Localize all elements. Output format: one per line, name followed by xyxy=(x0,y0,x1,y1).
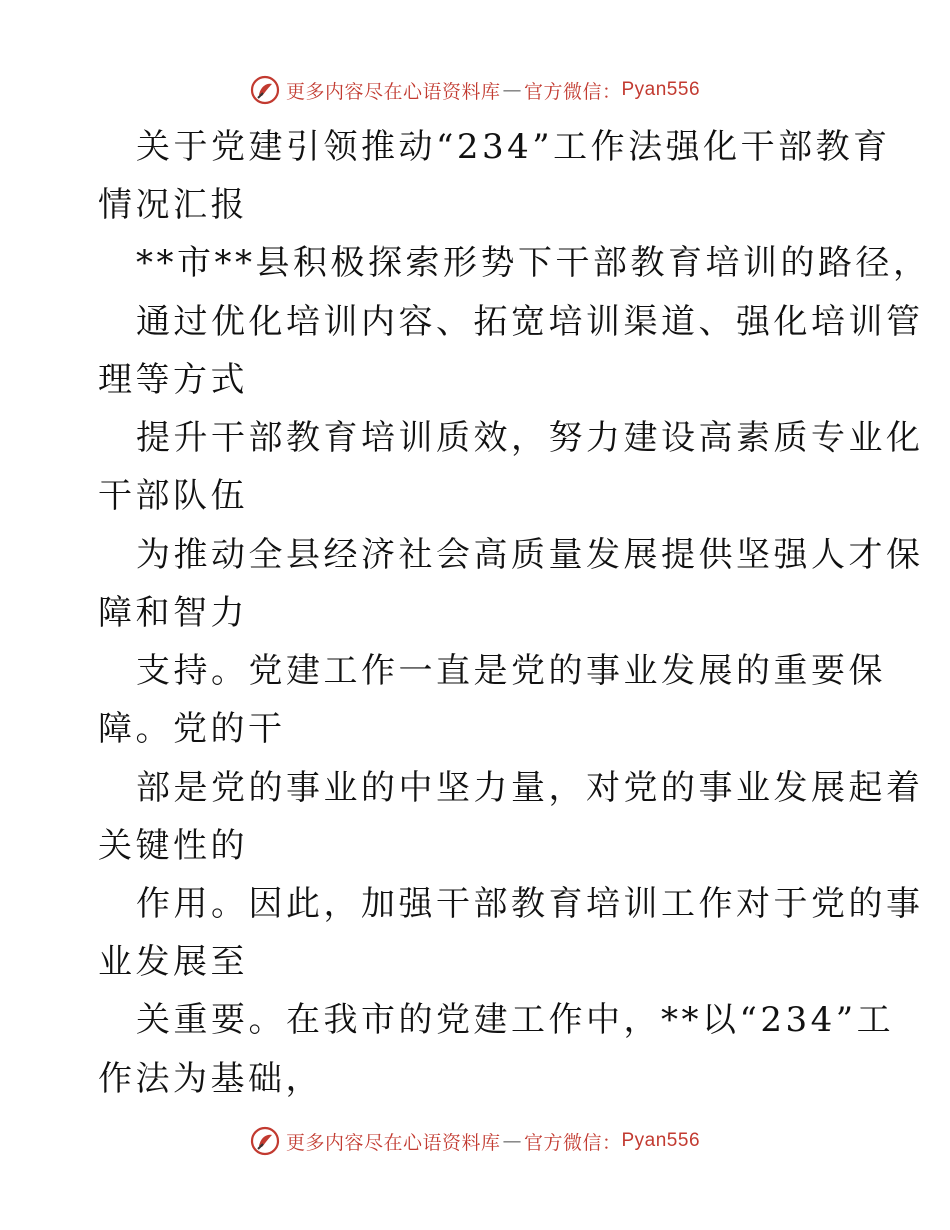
watermark-wechat-id: Pyan556 xyxy=(621,79,701,100)
brand-logo-icon xyxy=(250,1126,280,1156)
watermark-wechat-label: 官方微信： xyxy=(523,1131,622,1154)
footer-watermark xyxy=(0,1121,950,1161)
brand-logo-icon xyxy=(250,75,280,105)
text-line: 干部队伍 xyxy=(98,476,248,516)
watermark-separator: — xyxy=(502,79,522,101)
text-line: 提升干部教育培训质效，努力建设高素质专业化 xyxy=(136,418,924,458)
text-line: 业发展至 xyxy=(98,942,248,982)
text-line: 支持。党建工作一直是党的事业发展的重要保 xyxy=(136,651,886,691)
document-title-line-2: 情况汇报 xyxy=(98,185,248,225)
text-line: 通过优化培训内容、拓宽培训渠道、强化培训管 xyxy=(136,302,924,342)
watermark-text: 更多内容尽在心语资料库 xyxy=(285,80,501,103)
text-line: 作用。因此，加强干部教育培训工作对于党的事 xyxy=(136,884,924,924)
text-line: **市**县积极探索形势下干部教育培训的路径， xyxy=(136,243,931,283)
text-line: 为推动全县经济社会高质量发展提供坚强人才保 xyxy=(136,535,924,575)
text-line: 作法为基础， xyxy=(98,1059,323,1099)
document-title-line-1: 关于党建引领推动“234”工作法强化干部教育 xyxy=(136,127,891,167)
text-line: 障和智力 xyxy=(98,593,248,633)
watermark-wechat-id: Pyan556 xyxy=(621,1130,701,1151)
header-watermark xyxy=(0,70,950,110)
text-line: 部是党的事业的中坚力量，对党的事业发展起着 xyxy=(136,768,924,808)
text-line: 关键性的 xyxy=(98,826,248,866)
watermark-wechat-label: 官方微信： xyxy=(523,80,622,103)
watermark-text: 更多内容尽在心语资料库 xyxy=(285,1131,501,1154)
watermark-separator: — xyxy=(502,1130,522,1152)
text-line: 障。党的干 xyxy=(98,709,286,749)
text-line: 关重要。在我市的党建工作中，**以“234”工 xyxy=(136,1000,895,1040)
text-line: 理等方式 xyxy=(98,360,248,400)
